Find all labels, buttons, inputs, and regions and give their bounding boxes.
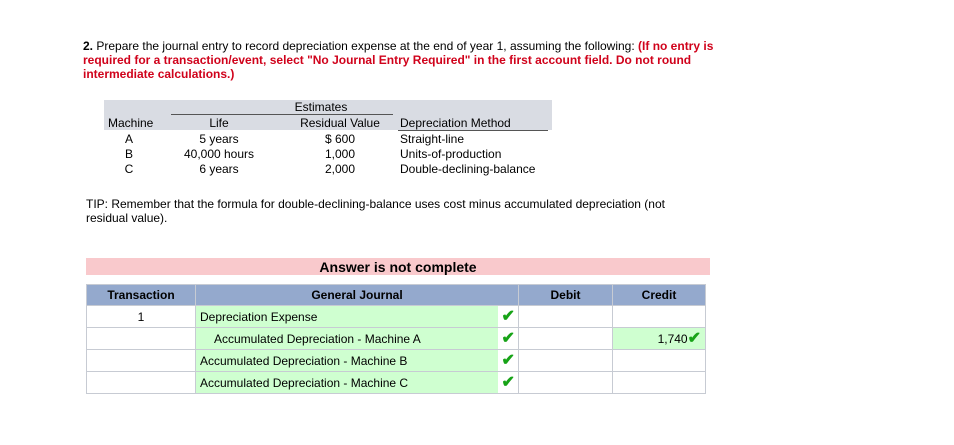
table-row: [87, 350, 706, 372]
account-select[interactable]: Accumulated Depreciation - Machine A: [196, 328, 498, 350]
check-icon: ✔: [498, 372, 519, 394]
machine-header: Machine: [108, 116, 154, 130]
transaction-cell: [87, 350, 196, 372]
machine-b: B: [124, 147, 133, 161]
debit-input[interactable]: [519, 350, 613, 372]
residual-c: 2,000: [324, 162, 356, 176]
method-header-rule: [398, 130, 548, 131]
general-journal-header: General Journal: [196, 285, 519, 306]
credit-input[interactable]: [613, 350, 706, 372]
life-header: Life: [209, 116, 229, 130]
machine-c: C: [124, 162, 134, 176]
table-row: [87, 372, 706, 394]
transaction-cell: [87, 372, 196, 394]
debit-input[interactable]: [519, 372, 613, 394]
debit-header: Debit: [519, 285, 613, 306]
account-select[interactable]: Accumulated Depreciation - Machine C: [196, 372, 498, 394]
life-c: 6 years: [199, 162, 239, 176]
debit-input[interactable]: [519, 306, 613, 328]
credit-input[interactable]: [613, 306, 706, 328]
account-select[interactable]: Accumulated Depreciation - Machine B: [196, 350, 498, 372]
question-instruction: (If no entry is required for a transaction/event, select "No Journal Entry Required" in the first account field. Do not round intermediate calculations.): [83, 39, 714, 81]
question-prompt: Prepare the journal entry to record depreciation expense at the end of year 1, assuming the following:: [96, 39, 635, 53]
question-text: [83, 39, 723, 81]
table-row: [87, 306, 706, 328]
journal-header-row: [87, 285, 706, 306]
life-a: 5 years: [199, 132, 239, 146]
credit-value: 1,740: [657, 331, 688, 346]
journal-entry-table: [86, 284, 706, 394]
estimates-table: [104, 100, 552, 178]
estimates-group-rule: [171, 114, 393, 115]
tip-text: TIP: Remember that the formula for double-declining-balance uses cost minus accumulated depreciation (not residual value).: [86, 197, 665, 225]
transaction-header: Transaction: [87, 285, 196, 306]
table-row: [87, 328, 706, 350]
method-a: Straight-line: [400, 132, 465, 146]
check-icon: ✔: [498, 350, 519, 372]
residual-b: 1,000: [324, 147, 356, 161]
credit-header: Credit: [613, 285, 706, 306]
method-b: Units-of-production: [400, 147, 502, 161]
debit-input[interactable]: [519, 328, 613, 350]
check-icon: ✔: [687, 329, 701, 347]
residual-a: $ 600: [324, 132, 356, 146]
method-c: Double-declining-balance: [400, 162, 536, 176]
question-number: 2.: [83, 39, 94, 53]
account-select[interactable]: Depreciation Expense: [196, 306, 498, 328]
method-header: Depreciation Method: [400, 116, 511, 130]
life-b: 40,000 hours: [183, 147, 255, 161]
answer-status-banner: [86, 258, 710, 275]
credit-input[interactable]: [613, 372, 706, 394]
check-icon: ✔: [498, 328, 519, 350]
transaction-number: 1: [87, 306, 196, 328]
credit-input[interactable]: [613, 328, 706, 350]
residual-header: Residual Value: [300, 116, 380, 130]
transaction-cell: [87, 328, 196, 350]
estimates-group-header: Estimates: [294, 100, 348, 114]
machine-a: A: [124, 132, 133, 146]
check-icon: ✔: [498, 306, 519, 328]
answer-status-text: Answer is not complete: [319, 259, 477, 275]
